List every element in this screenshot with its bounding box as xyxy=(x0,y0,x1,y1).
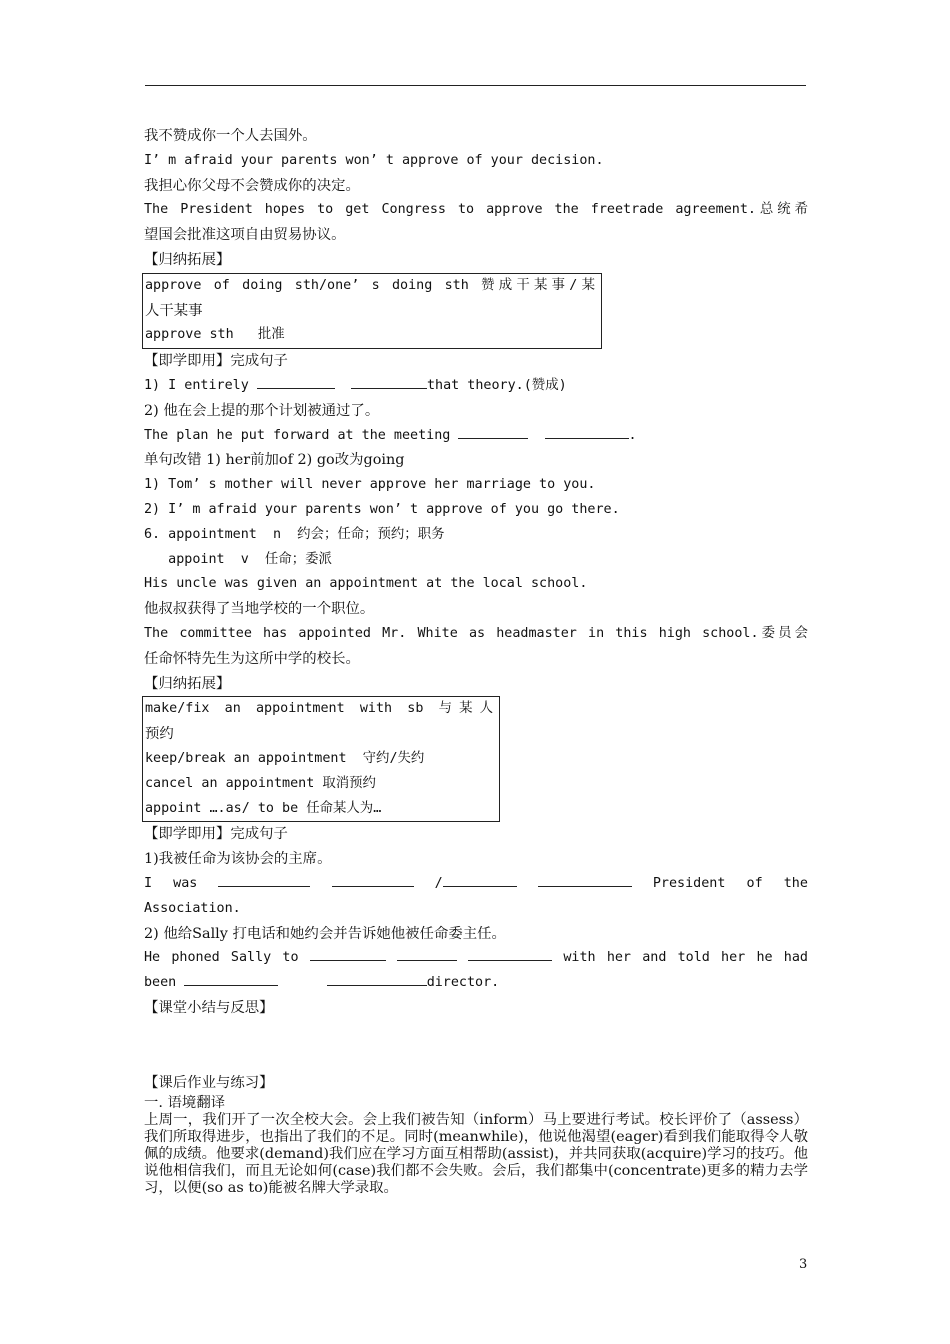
example-sentence: His uncle was given an appointment at the local school. xyxy=(144,576,588,592)
answer-blank xyxy=(545,426,629,439)
box-line: approve sth 批准 xyxy=(145,327,285,343)
summary-box-appointment xyxy=(142,696,500,822)
exercise-line: 2) 他在会上提的那个计划被通过了。 xyxy=(144,402,380,419)
slash: / xyxy=(434,875,443,891)
exercise-line xyxy=(144,946,808,971)
box-line: keep/break an appointment 守约/失约 xyxy=(145,750,425,766)
text-line: 我担心你父母不会赞成你的决定。 xyxy=(144,177,360,194)
exercise-line: 1)我被任命为该协会的主席。 xyxy=(144,851,332,868)
section-heading: 【即学即用】完成句子 xyxy=(144,353,288,370)
word: told xyxy=(677,950,710,966)
word xyxy=(435,872,517,897)
word: was xyxy=(173,875,198,891)
word: had xyxy=(783,950,808,966)
homework-block xyxy=(144,1095,808,1197)
exercise-line xyxy=(144,374,808,399)
answer-key: 单句改错 1) her前加of 2) go改为going xyxy=(144,452,405,469)
box-line: appoint ….as/ to be 任命某人为… xyxy=(145,800,382,816)
word: I xyxy=(144,875,153,891)
box-line: 人干某事 xyxy=(145,302,203,319)
vocab-entry: 6. appointment n 约会；任命；预约；职务 xyxy=(144,526,445,542)
page-content xyxy=(144,124,808,1197)
word: Sally xyxy=(230,950,272,966)
exercise-text: been xyxy=(144,975,185,991)
exercise-text: director. xyxy=(426,975,500,991)
section-heading: 【即学即用】完成句子 xyxy=(144,826,288,843)
answer-blank xyxy=(397,948,457,961)
text-line: I’ m afraid your parents won’ t approve of your decision. xyxy=(144,152,604,168)
header-rule xyxy=(145,85,806,86)
answer-blank xyxy=(218,874,310,887)
exercise-title: 一. 语境翻译 xyxy=(144,1095,226,1112)
text-line: 我不赞成你一个人去国外。 xyxy=(144,128,317,144)
section-heading: 【归纳拓展】 xyxy=(144,251,231,268)
summary-box-approve xyxy=(142,273,602,349)
exercise-line: 2) 他给Sally 打电话和她约会并告诉她他被任命委主任。 xyxy=(144,925,506,942)
answer-blank xyxy=(443,874,517,887)
box-line: 预约 xyxy=(145,726,174,743)
answer-blank xyxy=(184,973,278,986)
word: He xyxy=(144,950,161,966)
page-number: 3 xyxy=(799,1257,808,1272)
text-line: 望国会批准这项自由贸易协议。 xyxy=(144,227,346,244)
word: to xyxy=(282,950,299,966)
word: he xyxy=(756,950,773,966)
translation-passage: 上周一，我们开了一次全校大会。会上我们被告知（inform）马上要进行考试。校长评价了（assess）我们所取得进步，也指出了我们的不足。同时(meanwhile)，他说他渴望(eager)看到我们能取得令人敬佩的成绩。他要求(demand)我们应在学习方面互相帮助(assist)，并共同获取(acquire)学习的技巧。他说他相信我们，而且无论如何(case)我们都不会失败。会后，我们都集中(concentrate)更多的精力去学习，以便(so as to)能被名牌大学录取。 xyxy=(144,1112,808,1197)
box-line: cancel an appointment 取消预约 xyxy=(145,775,376,791)
answer-blank xyxy=(538,874,632,887)
text-line: The President hopes to get Congress to approve the freetrade agreement.总统希 xyxy=(144,202,808,218)
blank-space xyxy=(144,1021,808,1071)
word: her xyxy=(606,950,631,966)
example-translation: 他叔叔获得了当地学校的一个职位。 xyxy=(144,601,375,618)
word: her xyxy=(721,950,746,966)
word: and xyxy=(642,950,667,966)
word: with xyxy=(563,950,596,966)
answer-blank xyxy=(327,973,427,986)
word: phoned xyxy=(171,950,220,966)
answer-blank xyxy=(468,948,552,961)
exercise-text: . xyxy=(628,427,637,443)
answer-blank xyxy=(351,376,427,389)
word: President xyxy=(652,875,726,891)
section-heading: 【课后作业与练习】 xyxy=(144,1074,274,1091)
exercise-line xyxy=(144,971,808,996)
example-translation: 任命怀特先生为这所中学的校长。 xyxy=(144,650,360,667)
answer-blank xyxy=(458,426,528,439)
exercise-text: 1) I entirely xyxy=(144,377,257,393)
word: of xyxy=(746,875,763,891)
box-line: make/fix an appointment with sb 与某人 xyxy=(145,701,493,717)
vocab-entry: appoint v 任命；委派 xyxy=(144,551,332,567)
exercise-line xyxy=(144,872,808,897)
exercise-line xyxy=(144,424,808,449)
correction-line: 1) Tom’ s mother will never approve her marriage to you. xyxy=(144,477,596,493)
correction-line: 2) I’ m afraid your parents won’ t approve of you go there. xyxy=(144,501,620,517)
exercise-text: The plan he put forward at the meeting xyxy=(144,427,459,443)
section-heading: 【归纳拓展】 xyxy=(144,675,231,692)
section-heading: 【课堂小结与反思】 xyxy=(144,999,274,1016)
box-line: approve of doing sth/one’ s doing sth 赞成干某事/某 xyxy=(145,277,595,293)
exercise-text: that theory.(赞成) xyxy=(427,377,567,393)
example-sentence: The committee has appointed Mr. White as headmaster in this high school.委员会 xyxy=(144,625,808,641)
answer-blank xyxy=(310,948,386,961)
exercise-line: Association. xyxy=(144,900,241,916)
answer-blank xyxy=(332,874,414,887)
answer-blank xyxy=(257,376,335,389)
word: the xyxy=(783,875,808,891)
